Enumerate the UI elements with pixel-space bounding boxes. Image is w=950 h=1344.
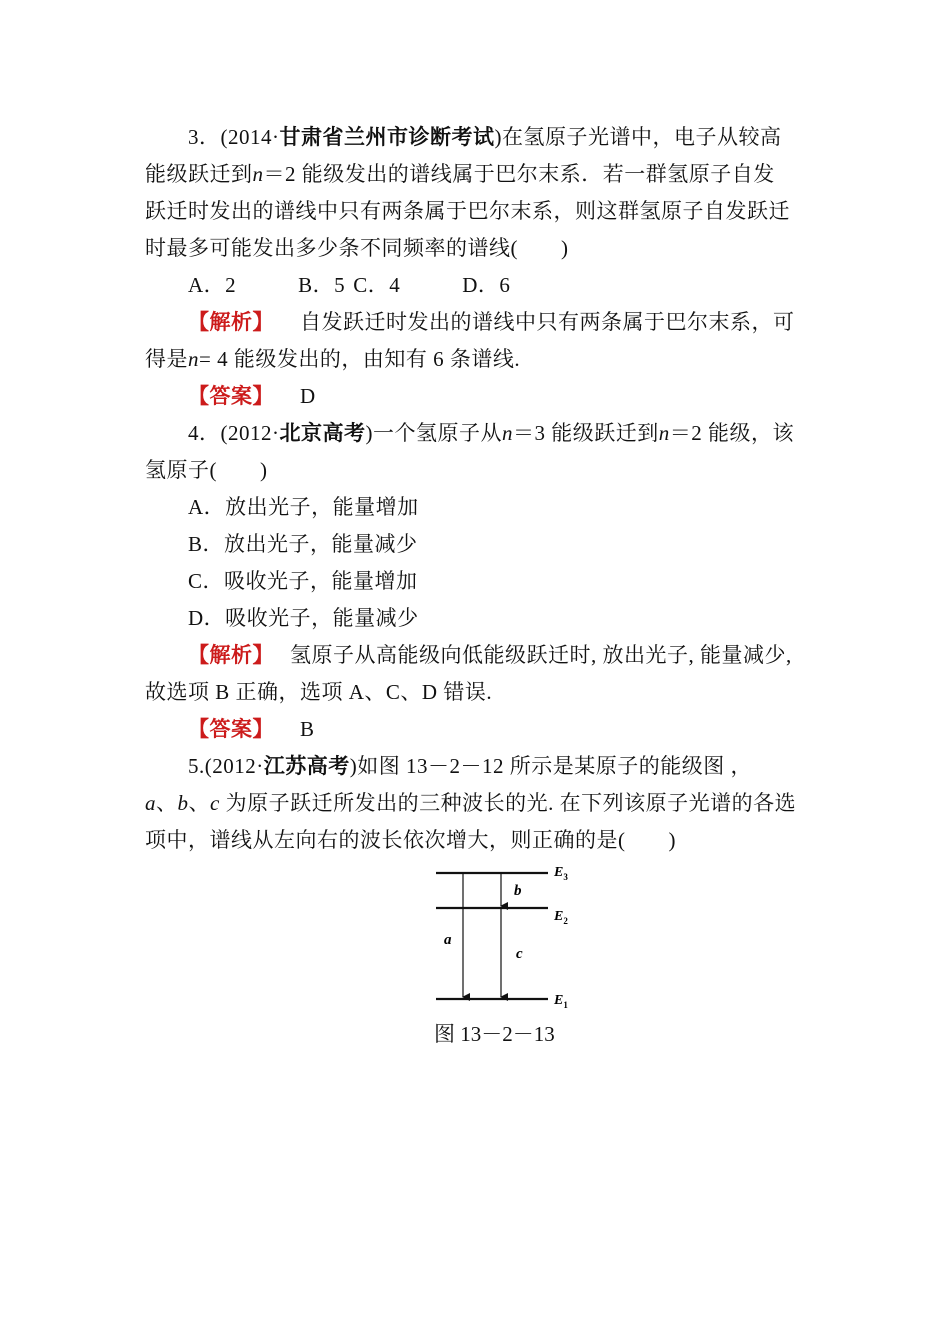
q3-line-1: 3．(2014·甘肃省兰州市诊断考试)在氢原子光谱中，电子从较高 [188, 125, 782, 149]
q5-number: 5. [188, 754, 205, 778]
q3-source: 甘肃省兰州市诊断考试 [279, 125, 495, 149]
q3-answer-value: D [300, 384, 316, 408]
q3-number: 3． [188, 125, 221, 149]
q3-line-2: 能级跃迁到n＝2 能级发出的谱线属于巴尔末系．若一群氢原子自发 [145, 162, 775, 186]
q3-analysis-line-1: 【解析】 自发跃迁时发出的谱线中只有两条属于巴尔末系，可 [188, 310, 795, 334]
q4-answer-tag: 【答案】 [188, 717, 274, 741]
q3-options [188, 267, 950, 304]
q4-line-1: 4．(2012·北京高考)一个氢原子从n＝3 能级跃迁到n＝2 能级，该 [188, 421, 794, 445]
level-label-e3: $E_3$ [554, 865, 568, 882]
q3-analysis-tag: 【解析】 [188, 310, 274, 334]
figure-caption: 图 13－2－13 [434, 1022, 555, 1046]
q3-line-4: 时最多可能发出多少条不同频率的谱线( ) [145, 236, 569, 260]
q4-answer-value: B [300, 717, 315, 741]
q4-number: 4． [188, 421, 221, 445]
q3-line-3: 跃迁时发出的谱线中只有两条属于巴尔末系，则这群氢原子自发跃迁 [145, 199, 790, 223]
q3-answer-tag: 【答案】 [188, 384, 274, 408]
q4-option-c: C．吸收光子，能量增加 [188, 569, 418, 593]
q3-answer [188, 378, 950, 415]
q4-source: 北京高考 [279, 421, 366, 445]
q5-line-3: 项中，谱线从左向右的波长依次增大，则正确的是( ) [145, 828, 676, 852]
level-label-e1: $E_1$ [554, 993, 568, 1010]
q3-analysis-line-2: 得是n= 4 能级发出的，由知有 6 条谱线. [145, 347, 521, 371]
q4-answer [188, 711, 950, 748]
q4-option-a: A．放出光子，能量增加 [188, 495, 419, 519]
energy-level-diagram [430, 858, 580, 1014]
q3-option-d: D．6 [462, 273, 511, 297]
q4-line-2: 氢原子( ) [145, 458, 268, 482]
q4-analysis-line-2: 故选项 B 正确，选项 A、C、D 错误. [145, 680, 493, 704]
q3-option-b: B．5 [298, 273, 346, 297]
q5-line-1: 5.(2012·江苏高考)如图 13－2－12 所示是某原子的能级图 ， [188, 754, 752, 778]
q4-analysis-line-1: 【解析】 氢原子从高能级向低能级跃迁时, 放出光子, 能量减少, [188, 643, 792, 667]
level-label-e2: $E_2$ [554, 909, 568, 926]
q4-analysis-tag: 【解析】 [188, 643, 274, 667]
q4-option-d: D．吸收光子，能量减少 [188, 606, 419, 630]
q3-option-c: C．4 [353, 273, 401, 297]
q3-option-a: A．2 [188, 273, 237, 297]
arrow-label-c: c [516, 946, 523, 962]
arrow-label-b: b [514, 883, 522, 899]
q4-option-b: B．放出光子，能量减少 [188, 532, 418, 556]
q5-line-2: a、b、c 为原子跃迁所发出的三种波长的光. 在下列该原子光谱的各选 [145, 791, 797, 815]
arrow-label-a: a [444, 932, 452, 948]
q5-source: 江苏高考 [263, 754, 350, 778]
